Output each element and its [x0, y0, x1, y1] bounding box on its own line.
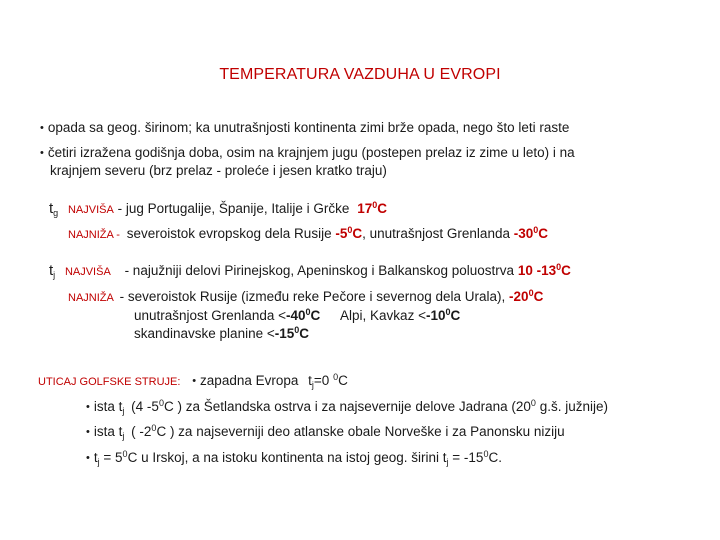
summer-min-text-2: , unutrašnjost Grenlanda	[362, 226, 510, 241]
t-symbol: t	[308, 373, 312, 388]
winter-min-value-4: -15	[274, 326, 295, 341]
winter-min-row-3	[134, 325, 309, 343]
gulf-item-1-eq: =0	[313, 373, 330, 388]
winter-max-value: 10 -13	[517, 263, 557, 278]
degree-mark: 0	[333, 372, 339, 382]
summer-max-value: 17	[357, 201, 373, 216]
gulf-row-2	[86, 398, 608, 416]
gulf-item-3b: ( -2	[131, 424, 152, 439]
summer-symbol: t	[49, 200, 54, 217]
gulf-item-2c: C ) za Šetlandska ostrva i za najsevernije delove Jadrana (20	[163, 399, 531, 414]
bullet-icon: •	[86, 426, 90, 438]
summer-max-row	[49, 200, 387, 219]
degree-mark: 0	[372, 200, 378, 210]
bullet-icon: •	[40, 147, 44, 159]
t-symbol: t	[442, 450, 447, 465]
degree-mark: 0	[347, 225, 353, 235]
degree-mark: 0	[294, 325, 300, 335]
summer-max-text: - jug Portugalije, Španije, Italije i Grčke	[117, 201, 350, 216]
t-symbol: t	[118, 399, 123, 414]
degree-mark: 0	[445, 307, 451, 317]
gulf-row-4	[86, 449, 502, 467]
gulf-item-3a: ista	[93, 424, 115, 439]
summer-min-value-1: -5	[335, 226, 348, 241]
gulf-row-1	[38, 372, 348, 391]
winter-min-value-2: -40	[285, 308, 306, 323]
summer-min-label: NAJNIŽA -	[68, 229, 120, 241]
winter-sub: j	[53, 270, 56, 280]
degree-mark: 0	[305, 307, 311, 317]
bullet-icon: •	[86, 401, 90, 413]
winter-min-line-1: - severoistok Rusije (između reke Pečore i severnog dela Urala),	[119, 289, 506, 304]
winter-min-line-2a: unutrašnjost Grenlanda <	[134, 308, 286, 323]
bullet-2-line2: krajnjem severu (brz prelaz - proleće i jesen kratko traju)	[50, 163, 387, 178]
t-symbol: t	[93, 450, 98, 465]
page-title: TEMPERATURA VAZDUHA U EVROPI	[219, 66, 501, 83]
degree-mark: 0	[158, 398, 164, 408]
degree-mark: 0	[483, 449, 489, 459]
j-sub: j	[446, 457, 449, 467]
gulf-row-3	[86, 423, 565, 441]
bullet-2-line1	[40, 144, 575, 162]
summer-max-label: NAJVIŠA	[67, 204, 114, 216]
degree-mark: 0	[556, 262, 562, 272]
degree-mark: 0	[151, 423, 157, 433]
unit-c: C	[533, 289, 544, 304]
summer-min-value-2: -30	[513, 226, 534, 241]
j-sub: j	[122, 431, 125, 441]
bullet-2-text-1: četiri izražena godišnja doba, osim na krajnjem jugu (postepen prelaz iz zime u leto) i na	[47, 145, 575, 160]
gulf-item-2b: (4 -5	[131, 399, 159, 414]
j-sub: j	[97, 457, 100, 467]
bullet-icon: •	[86, 452, 90, 464]
unit-c: C	[338, 373, 348, 388]
winter-min-value-3: -10	[425, 308, 446, 323]
unit-c: C	[561, 263, 571, 278]
bullet-icon: •	[192, 375, 197, 387]
summer-min-row	[68, 225, 548, 244]
degree-mark: 0	[122, 449, 128, 459]
summer-min-text: severoistok evropskog dela Rusije	[126, 226, 332, 241]
winter-max-text: - najužniji delovi Pirinejskog, Apeninskog i Balkanskog poluostrva	[124, 263, 515, 278]
gulf-item-4b: C u Irskoj, a na istoku kontinenta na istoj geog. širini	[127, 450, 439, 465]
gulf-item-1: zapadna Evropa	[200, 373, 299, 388]
gulf-item-4d: C.	[488, 450, 502, 465]
winter-min-label: NAJNIŽA	[68, 292, 114, 304]
gulf-item-2a: ista	[93, 399, 115, 414]
degree-mark: 0	[533, 225, 539, 235]
winter-min-line-3: skandinavske planine <	[134, 326, 275, 341]
unit-c: C	[377, 201, 388, 216]
unit-c: C	[538, 226, 549, 241]
winter-max-label: NAJVIŠA	[64, 266, 111, 278]
bullet-icon: •	[40, 122, 44, 134]
gulf-item-2d: g.š. južnije)	[539, 399, 608, 414]
unit-c: C	[450, 308, 461, 323]
summer-sub: g	[53, 208, 59, 218]
gulf-item-3c: C ) za najseverniji deo atlanske obale Norveške i za Panonsku niziju	[156, 424, 565, 439]
t-symbol: t	[118, 424, 123, 439]
winter-min-row-1	[68, 288, 543, 307]
bullet-1	[40, 119, 569, 137]
j-sub: j	[122, 406, 125, 416]
degree-mark: 0	[530, 398, 536, 408]
unit-c: C	[352, 226, 363, 241]
winter-symbol: t	[49, 262, 54, 279]
degree-mark: 0	[528, 288, 534, 298]
winter-min-value-1: -20	[509, 289, 529, 304]
unit-c: C	[299, 326, 310, 341]
winter-max-row	[49, 262, 571, 281]
gulf-item-4a: = 5	[103, 450, 123, 465]
winter-min-row-2	[134, 307, 460, 325]
gulf-label: UTICAJ GOLFSKE STRUJE:	[38, 376, 181, 388]
j-sub: j	[311, 380, 314, 390]
bullet-1-text: opada sa geog. širinom; ka unutrašnjosti kontinenta zimi brže opada, nego što leti raste	[47, 120, 570, 135]
gulf-item-4c: = -15	[452, 450, 484, 465]
unit-c: C	[310, 308, 321, 323]
winter-min-line-2b: Alpi, Kavkaz <	[340, 308, 426, 323]
